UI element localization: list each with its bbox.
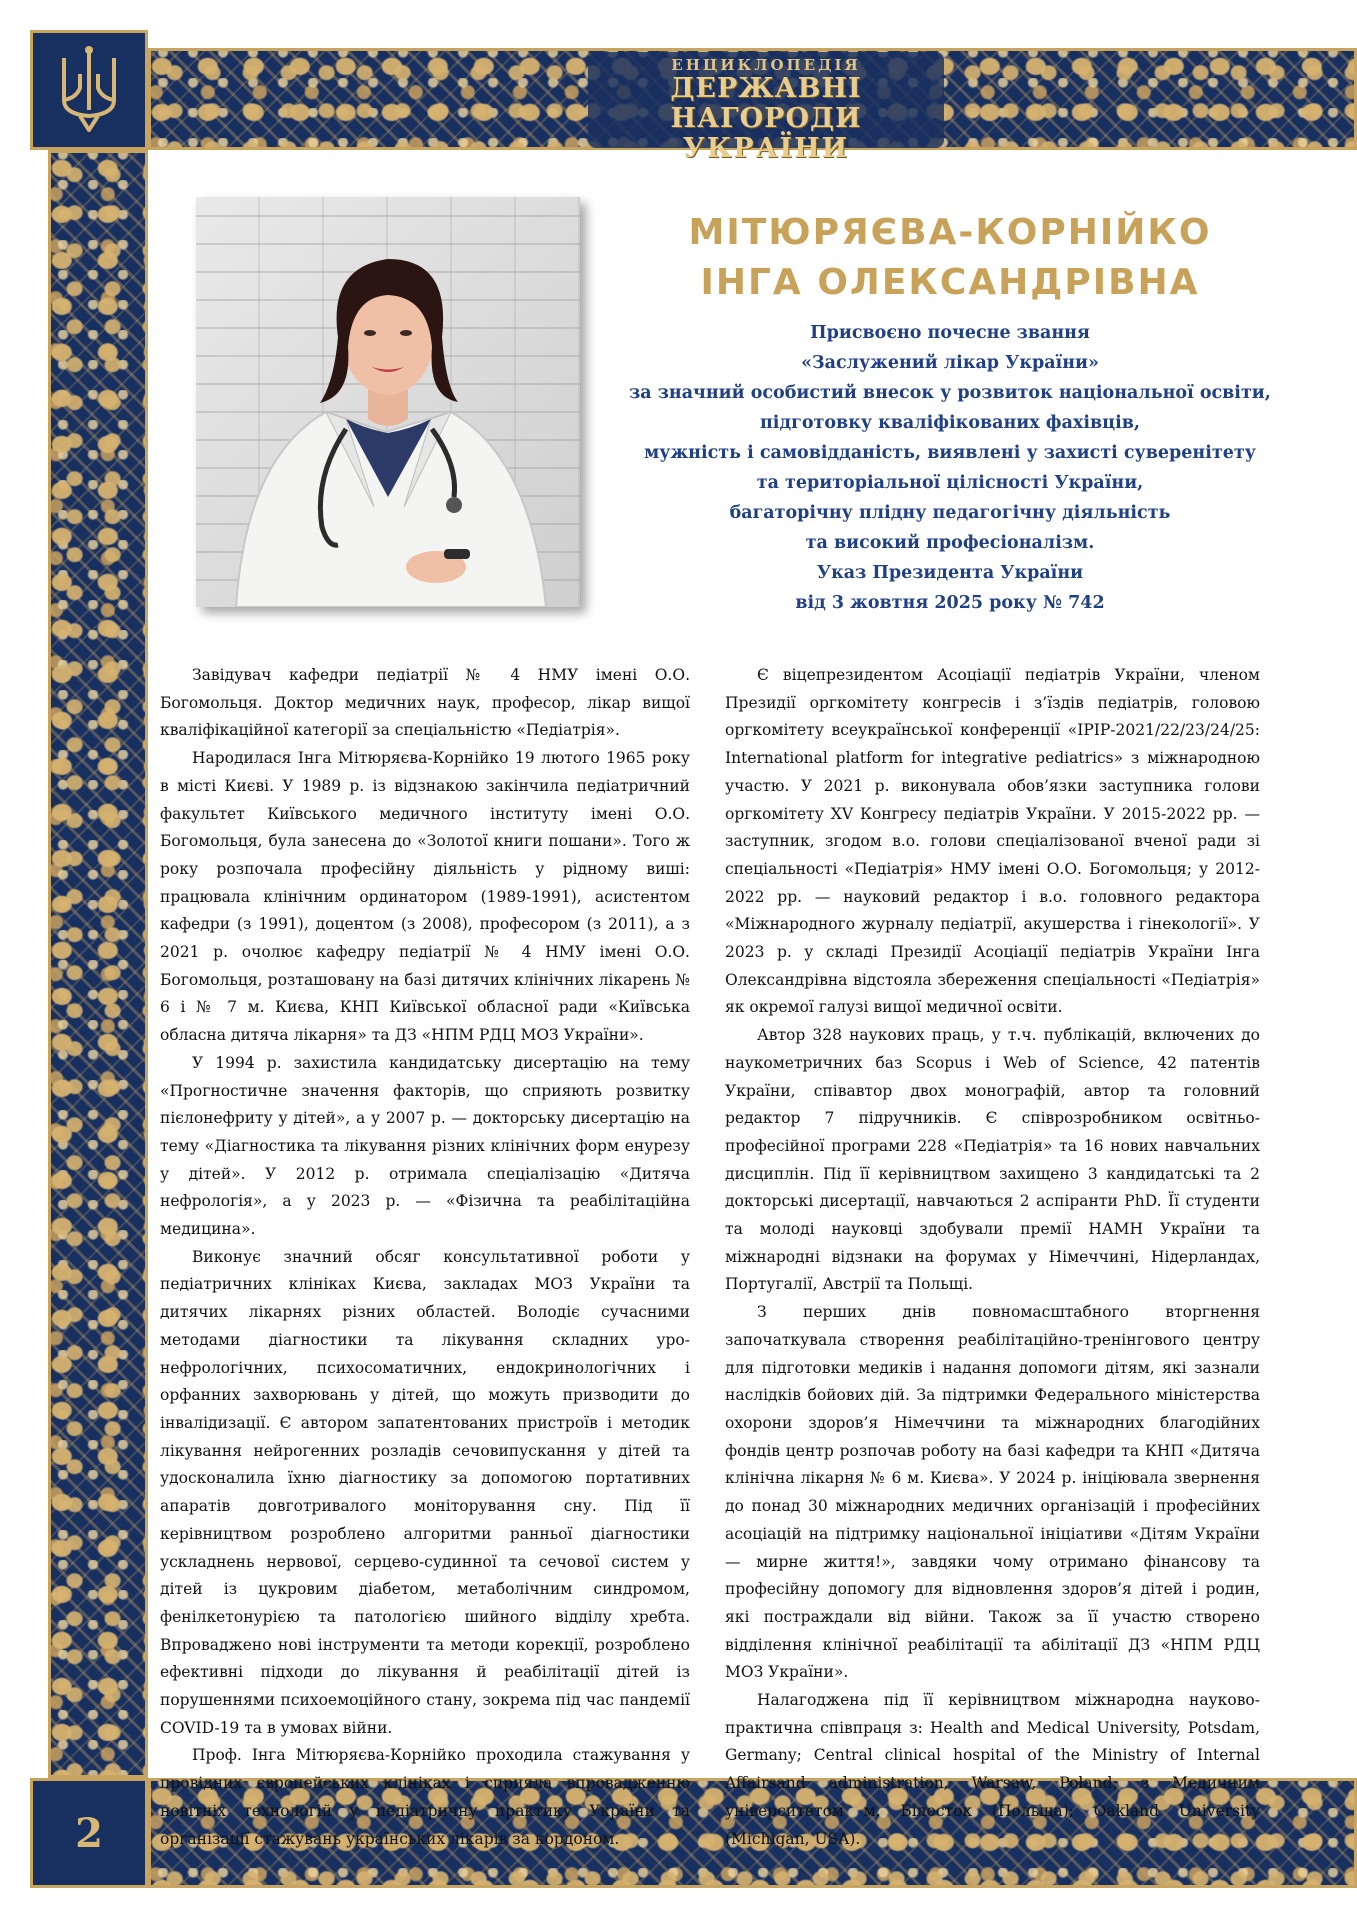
decree-line: Указ Президента України <box>816 563 1084 583</box>
trident-emblem-box <box>30 30 148 150</box>
award-line: та високий професіоналізм. <box>805 533 1095 553</box>
award-line: та територіальної цілісності України, <box>756 473 1144 493</box>
person-surname: МІТЮРЯЄВА-КОРНІЙКО <box>688 212 1212 253</box>
award-line: підготовку кваліфікованих фахівців, <box>760 413 1140 433</box>
header-kicker: ЕНЦИКЛОПЕДІЯ <box>671 56 861 74</box>
paragraph: Проф. Інга Мітюряєва-Корнійко проходила стажування у провідних європейських клініках і сприяла впровадженню новітніх технологій у педіатричну практику України та організації стажувань українських лікарів за кордоном. <box>160 1746 690 1848</box>
body-column-left <box>160 662 690 1853</box>
award-line: Присвоєно почесне звання <box>810 323 1090 343</box>
decree-date-line: від 3 жовтня 2025 року № 742 <box>795 593 1105 613</box>
encyclopedia-header <box>588 52 944 164</box>
paragraph: Налагоджена під її керівництвом міжнародна науково-практична співпраця з: Health and Medical University, Potsdam, Germany; Central clinical hospital of the Ministry of Internal Affairsand administration, Warsaw, Poland; з Медичним університетом м. Білосток (Польща); Oakland University (Michigan, USA). <box>725 1691 1260 1848</box>
body-column-right <box>725 662 1260 1853</box>
paragraph: Є віцепрезидентом Асоціації педіатрів України, членом Президії оргкомітету конгресів і з’їздів педіатрів, головою оргкомітету всеукраїнської конференції «ІРІР-2021/22/23/24/25: International platform for integrative pediatrics» з міжнародною участю. У 2021 р. виконувала обов’язки заступника голови оргкомітету XV Конгресу педіатрів України. У 2015-2022 рр. — заступник, згодом в.о. голови спеціалізованої вченої ради зі спеціальності «Педіатрія» НМУ імені О.О. Богомольця; у 2012-2022 рр. — науковий редактор і в.о. головного редактора «Міжнародного журналу педіатрії, акушерства і гінекології». У 2023 р. у складі Президії Асоціації педіатрів України Інга Олександрівна відстояла збереження спеціальності «Педіатрія» як окремої галузі вищої медичної освіти. <box>725 666 1260 1017</box>
portrait-photo <box>196 197 580 607</box>
award-line: багаторічну плідну педагогічну діяльність <box>729 503 1171 523</box>
header-title-line2: УКРАЇНИ <box>682 133 850 164</box>
paragraph: Виконує значний обсяг консультативної роботи у педіатричних клініках Києва, закладах МОЗ України та дитячих лікарнях різних областей. Володіє сучасними методами діагностики та лікування складних уро-нефрологічних, психосоматичних, ендокринологічних і орфанних захворювань у дітей, що можуть призводити до інвалідизації. Є автором запатентованих пристроїв і методик лікування нейрогенних розладів сечовипускання у дітей та удосконалила їхню діагностику за допомогою портативних апаратів довготривалого моніторування сну. Під її керівництвом розроблено алгоритми ранньої діагностики ускладнень нервової, серцево-судинної та сечової систем у дітей із цукровим діабетом, метаболічним синдромом, фенілкетонурією та патологією шийного відділу хребта. Впроваджено нові інструменти та методи корекції, розроблено ефективні підходи до лікування й реабілітації дітей із порушеннями психоемоційного стану, зокрема під час пандемії COVID-19 та в умовах війни. <box>160 1247 690 1737</box>
paragraph: У 1994 р. захистила кандидатську дисертацію на тему «Прогностичне значення факторів, що сприяють розвитку пієлонефриту у дітей», а у 2007 р. — докторську дисертацію на тему «Діагностика та лікування різних клінічних форм енурезу у дітей». У 2012 р. отримала спеціалізацію «Дитяча нефрологія», а у 2023 р. — «Фізична та реабілітаційна медицина». <box>160 1053 690 1239</box>
portrait-illustration <box>196 197 580 607</box>
paragraph: З перших днів повномасштабного вторгнення започаткувала створення реабілітаційно-тренінгового центру для підготовки медиків і надання допомоги дітям, які зазнали наслідків бойових дій. За підтримки Федерального міністерства охорони здоров’я Німеччини та міжнародних благодійних фондів центр розпочав роботу на базі кафедри та КНП «Дитяча клінічна лікарня № 6 м. Києва». У 2024 р. ініціювала звернення до понад 30 міжнародних медичних організацій і професійних асоціацій на підтримку національної ініціативи «Дітям України — мирне життя!», завдяки чому отримано фінансову та професійну допомогу для відновлення здоров’я дітей і родин, які постраждали від війни. Також за її участю створено відділення клінічної реабілітації та абілітації ДЗ «НПМ РДЦ МОЗ України». <box>725 1303 1260 1682</box>
trident-emblem-icon <box>54 44 124 136</box>
award-citation <box>600 318 1300 618</box>
page-number-box <box>30 1778 148 1888</box>
award-line: за значний особистий внесок у розвиток національної освіти, <box>629 383 1271 403</box>
award-line: мужність і самовідданість, виявлені у захисті суверенітету <box>644 443 1256 463</box>
left-ornament-band <box>48 150 148 1778</box>
award-line: «Заслужений лікар України» <box>801 353 1099 373</box>
header-title: ДЕРЖАВНІ НАГОРОДИ <box>670 73 862 134</box>
paragraph: Завідувач кафедри педіатрії № 4 НМУ імені О.О. Богомольця. Доктор медичних наук, професор, лікар вищої кваліфікаційної категорії за спеціальністю «Педіатрія». <box>160 666 690 740</box>
paragraph: Автор 328 наукових праць, у т.ч. публікацій, включених до наукометричних баз Scopus і Web of Science, 42 патентів України, співавтор двох монографій, автор та головний редактор 7 підручників. Є співрозробником освітньо-професійної програми 228 «Педіатрія» та 16 нових навчальних дисциплін. Під її керівництвом захищено 3 кандидатські та 2 докторські дисертації, навчаються 2 аспіранти PhD. Її студенти та молоді науковці здобували премії НАМН України та міжнародні відзнаки на форумах у Німеччині, Нідерландах, Португалії, Австрії та Польщі. <box>725 1026 1260 1294</box>
paragraph: Народилася Інга Мітюряєва-Корнійко 19 лютого 1965 року в місті Києві. У 1989 р. із відзнакою закінчила педіатричний факультет Київського медичного інституту імені О.О. Богомольця, була занесена до «Золотої книги пошани». Того ж року розпочала професійну діяльність у рідному виші: працювала клінічним ординатором (1989-1991), асистентом кафедри (з 1991), доцентом (з 2008), професором (з 2011), а з 2021 р. очолює кафедру педіатрії № 4 НМУ імені О.О. Богомольця, розташовану на базі дитячих клінічних лікарень № 6 і № 7 м. Києва, КНП Київської обласної ради «Київська обласна дитяча лікарня» та ДЗ «НПМ РДЦ МОЗ України». <box>160 749 690 1045</box>
person-given-names: ІНГА ОЛЕКСАНДРІВНА <box>700 262 1200 303</box>
title-block <box>600 208 1300 618</box>
page-number: 2 <box>75 1809 103 1857</box>
